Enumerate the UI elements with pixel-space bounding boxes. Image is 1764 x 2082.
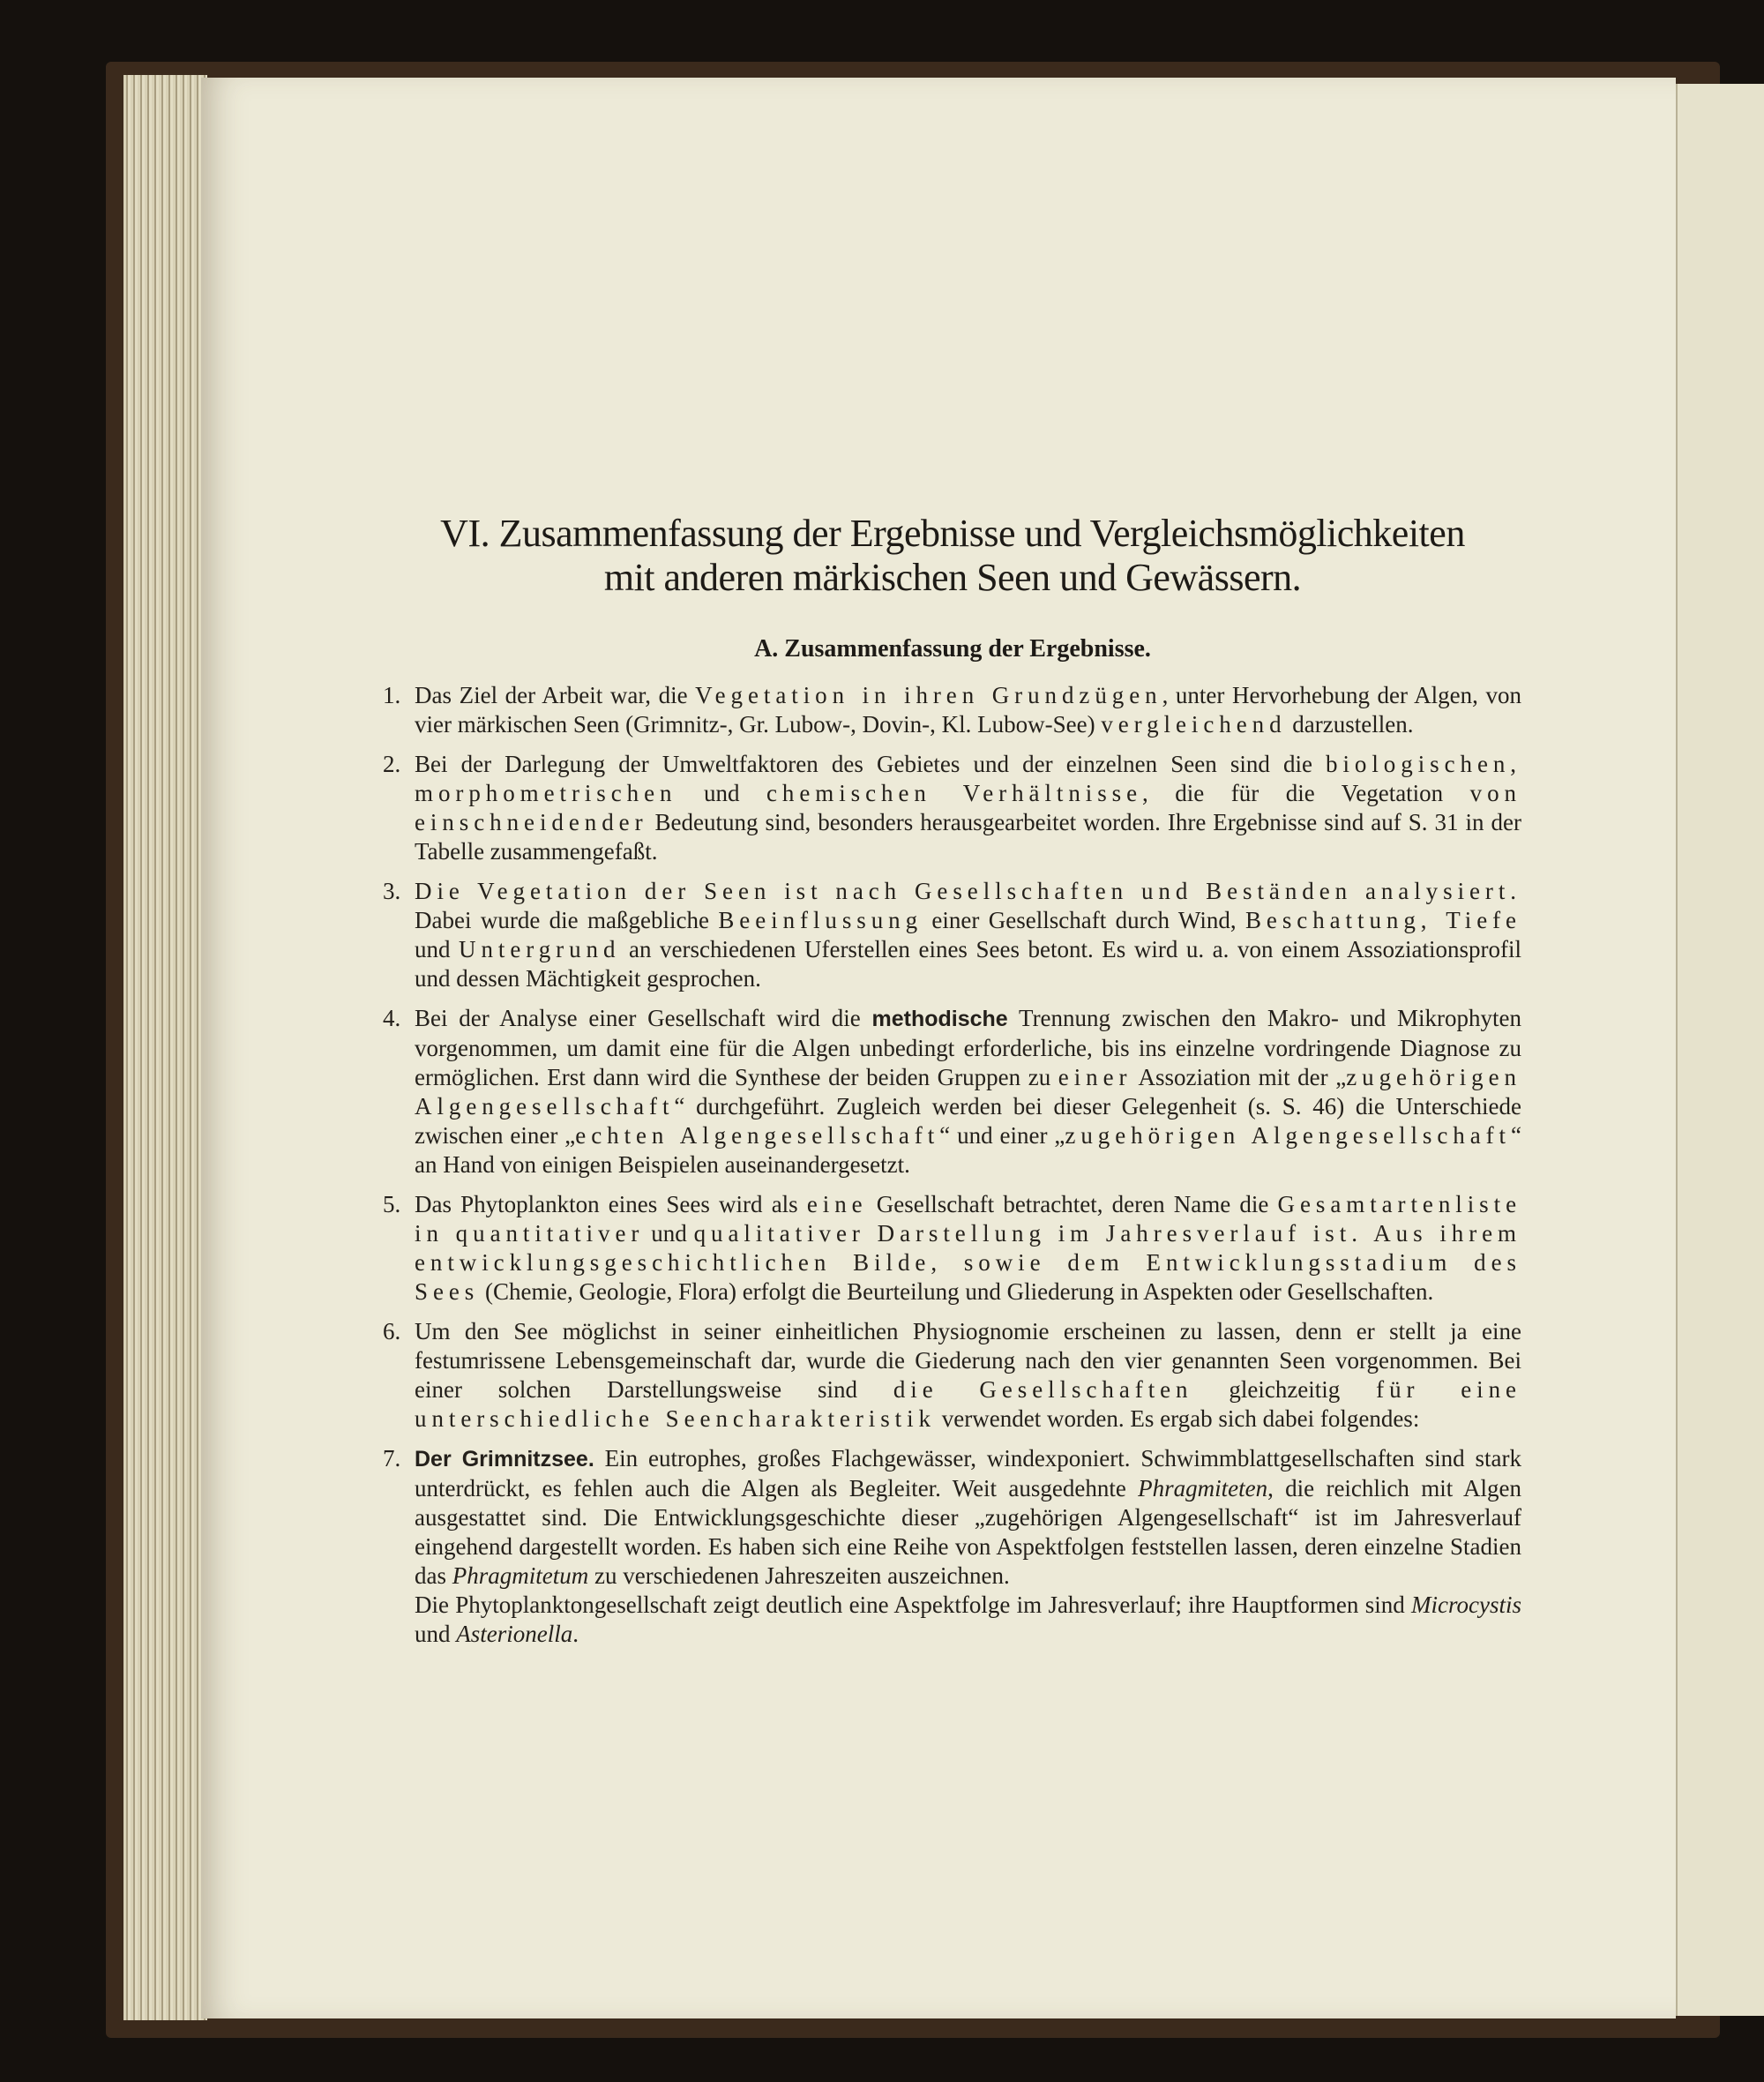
item-number: 6.	[383, 1318, 401, 1344]
text-run: und	[676, 780, 766, 806]
text-run: Das Phytoplankton eines Sees wird als	[415, 1191, 807, 1217]
text-run: , die für die Vegetation	[1142, 780, 1470, 806]
text-run: einer Gesellschaft durch Wind,	[923, 907, 1245, 933]
spaced-text: zugehörigen Algengesellschaft	[1065, 1122, 1512, 1149]
list-item	[383, 877, 1521, 993]
item-number: 1.	[383, 682, 401, 708]
spaced-text: Beeinflussung	[718, 907, 923, 933]
page-stack-edge	[123, 75, 207, 2020]
spaced-text: biologischen, morphometrischen	[415, 751, 1521, 806]
text-run: Bedeutung sind, besonders herausgearbeitet worden. Ihre Ergebnisse sind auf S. 31 in der Tabelle zusammengefaßt.	[415, 809, 1521, 865]
italic-text: Asterionella	[456, 1621, 573, 1647]
list-item	[383, 1317, 1521, 1434]
italic-text: Microcystis	[1411, 1591, 1521, 1618]
text-run: darzustellen.	[1286, 711, 1414, 738]
text-run: Assoziation mit der „	[1132, 1064, 1347, 1090]
bold-text: Der Grimnitzsee.	[415, 1447, 594, 1472]
spaced-text: zugehörigen Algengesellschaft	[415, 1064, 1521, 1120]
text-run: Um den See möglichst in seiner einheitlichen Physiognomie erscheinen zu lassen, denn er stellt ja eine festumrissene Lebensgemeinschaft dar, wurde die Giederung nach den vier genannten Seen vorgenommen. Bei einer solchen Darstellungsweise sind	[415, 1318, 1521, 1403]
adjacent-page-edge	[1676, 84, 1764, 2016]
text-run: , die reichlich mit Algen ausgestattet sind. Die Entwicklungsgeschichte dieser „zugehörigen Algengesellschaft“ ist im Jahresverlauf eingehend dargestellt worden. Es haben sich eine Reihe von Aspektfolgen feststellen lassen, deren einzelne Stadien das	[415, 1475, 1522, 1589]
spaced-text: Beschattung, Tiefe	[1245, 907, 1521, 933]
list-item	[383, 1004, 1521, 1180]
spaced-text: Untergrund	[459, 936, 621, 962]
spaced-text: Gesamtartenliste in quantitativer	[415, 1191, 1521, 1247]
italic-text: Phragmiteten	[1138, 1475, 1268, 1502]
spaced-text: die Gesellschaften	[893, 1376, 1193, 1403]
spaced-text: für eine unterschiedliche Seencharakteristik	[415, 1376, 1521, 1432]
text-run: verwendet worden. Es ergab sich dabei folgendes:	[936, 1405, 1420, 1432]
text-run: an verschiedenen Uferstellen eines Sees betont. Es wird u. a. von einem Assoziationsprofil und dessen Mächtigkeit gesprochen.	[415, 936, 1521, 992]
text-run: Dabei wurde die maßgebliche	[415, 907, 719, 933]
bold-text: methodische	[871, 1007, 1008, 1031]
spaced-text: eine	[806, 1191, 868, 1217]
chapter-title-line-2: mit anderen märkischen Seen und Gewässern.	[603, 556, 1302, 599]
spaced-text: Vegetation in ihren Grundzügen	[695, 682, 1162, 708]
text-run: gleichzeitig	[1192, 1376, 1377, 1403]
list-item	[383, 750, 1521, 866]
text-run: Ein eutrophes, großes Flachgewässer, windexponiert. Schwimmblattgesellschaften sind stark unterdrückt, es fehlen auch die Algen als Begleiter. Weit ausgedehnte	[415, 1445, 1521, 1502]
list-item	[383, 1190, 1522, 1307]
spaced-text: von einschneidender	[415, 780, 1521, 835]
spaced-text: vergleichend	[1101, 711, 1287, 738]
spaced-text: qualitativer Darstellung im Jahresverlauf ist. Aus ihrem entwicklungsgeschichtlichen Bilde, sowie dem Entwicklungsstadium des Sees	[415, 1220, 1522, 1305]
text-run: Bei der Darlegung der Umweltfaktoren des Gebietes und der einzelnen Seen sind die	[415, 751, 1327, 777]
text-run: und	[644, 1220, 694, 1247]
text-run: Bei der Analyse einer Gesellschaft wird die	[415, 1005, 872, 1031]
spaced-text: chemischen Verhältnisse	[766, 780, 1143, 806]
item-number: 7.	[383, 1445, 401, 1472]
text-run: und	[415, 936, 460, 962]
list-item	[383, 1444, 1522, 1649]
text-run: .	[572, 1621, 579, 1647]
text-run: “ und einer „	[939, 1122, 1065, 1149]
chapter-title-line-1: VI. Zusammenfassung der Ergebnisse und Vergleichsmöglichkeiten	[440, 512, 1465, 555]
chapter-title	[291, 512, 1614, 600]
text-run: , unter Hervorhebung der Algen, von vier märkischen Seen (Grimnitz-, Gr. Lubow-, Dovin-, Kl. Lubow-See)	[415, 682, 1521, 738]
list-item-continuation	[406, 1591, 1521, 1649]
section-heading: A. Zusammenfassung der Ergebnisse.	[754, 635, 1151, 663]
italic-text: Phragmitetum	[452, 1562, 589, 1589]
item-number: 2.	[383, 751, 401, 777]
text-run: Die Phytoplanktongesellschaft zeigt deutlich eine Aspektfolge im Jahresverlauf; ihre Hauptformen sind	[415, 1591, 1412, 1618]
summary-list	[383, 681, 1522, 1659]
text-run: (Chemie, Geologie, Flora) erfolgt die Beurteilung und Gliederung in Aspekten oder Gesellschaften.	[479, 1278, 1434, 1305]
item-number: 5.	[383, 1191, 401, 1217]
spaced-text: echten Algengesellschaft	[575, 1122, 940, 1149]
spaced-text: einer	[1058, 1064, 1132, 1090]
spaced-text: Die Vegetation der Seen ist nach Gesellschaften und Beständen analysiert.	[415, 878, 1521, 904]
text-run: “ durchgeführt. Zugleich werden bei dieser Gelegenheit (s. S. 46) die Unterschiede zwischen einer „	[415, 1093, 1521, 1149]
text-run: Gesellschaft betrachtet, deren Name die	[867, 1191, 1278, 1217]
item-number: 3.	[383, 878, 401, 904]
text-run: und	[415, 1621, 457, 1647]
text-run: Das Ziel der Arbeit war, die	[415, 682, 696, 708]
item-number: 4.	[383, 1005, 401, 1031]
text-run: “ an Hand von einigen Beispielen auseinandergesetzt.	[415, 1122, 1521, 1178]
text-run: Trennung zwischen den Makro- und Mikrophyten vorgenommen, um damit eine für die Algen unbedingt erforderliche, bis ins einzelne vordringende Diagnose zu ermöglichen. Erst dann wird die Synthese der beiden Gruppen zu	[415, 1005, 1521, 1090]
text-run: zu verschiedenen Jahreszeiten auszeichnen.	[588, 1562, 1010, 1589]
list-item	[383, 681, 1521, 739]
